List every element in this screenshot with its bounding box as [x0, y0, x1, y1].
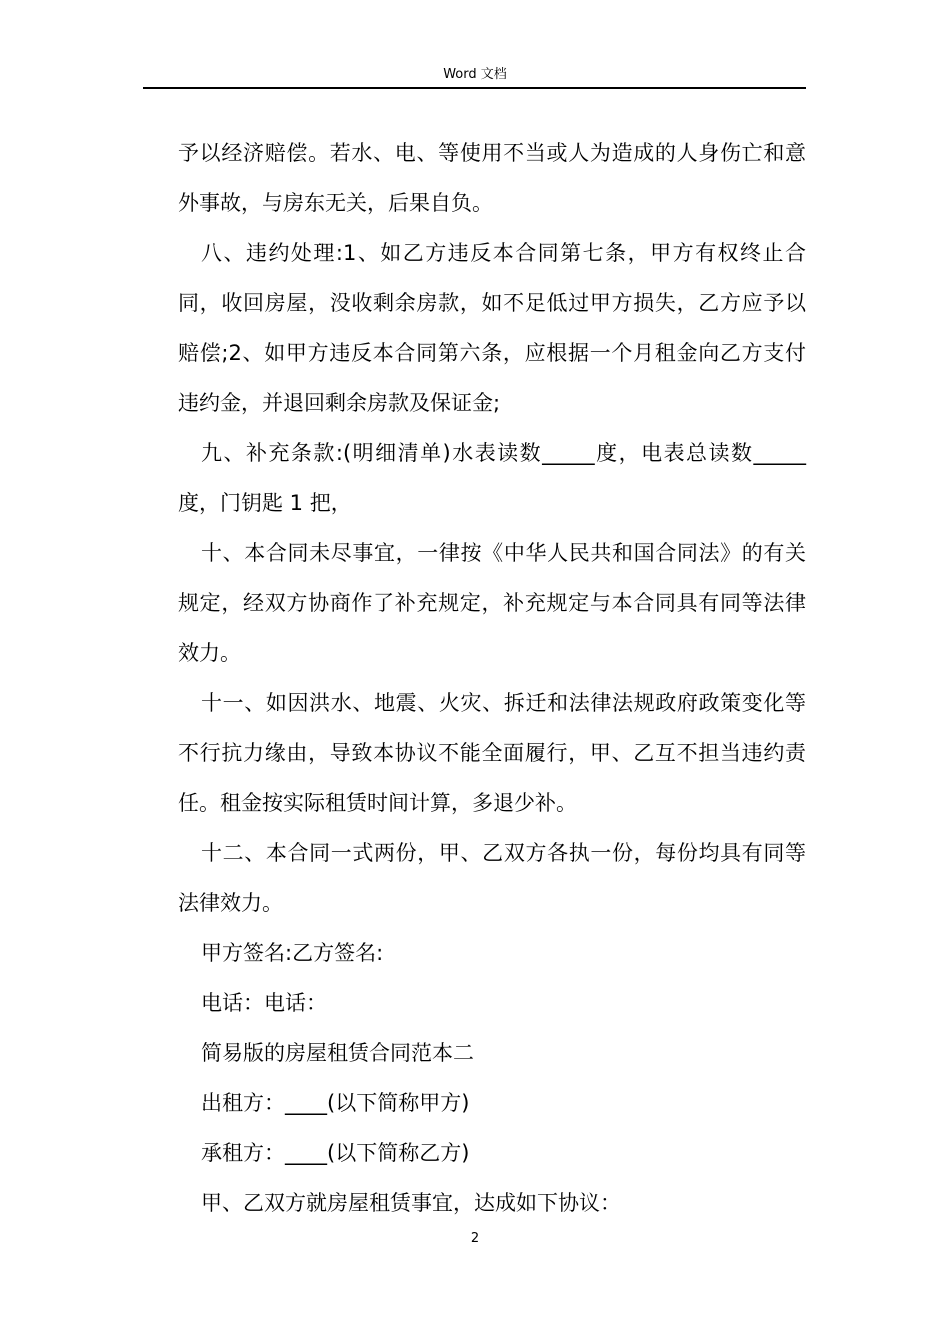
paragraph-compensation: 予以经济赔偿。若水、电、等使用不当或人为造成的人身伤亡和意外事故，与房东无关，后果自负。 — [178, 141, 806, 215]
header-divider — [143, 87, 806, 89]
document-body — [178, 128, 806, 1228]
paragraph-clause-8-breach: 八、违约处理:1、如乙方违反本合同第七条，甲方有权终止合同，收回房屋，没收剩余房款，如不足低过甲方损失，乙方应予以赔偿;2、如甲方违反本合同第六条，应根据一个月租金向乙方支付违约金，并退回剩余房款及保证金; — [178, 241, 806, 415]
document-header-title: Word 文档 — [443, 67, 507, 82]
signature-line: 甲方签名:乙方签名: — [201, 941, 384, 965]
lessee-line: 承租方：____(以下简称乙方) — [201, 1141, 470, 1165]
phone-line: 电话：电话： — [201, 991, 327, 1015]
page-number: 2 — [470, 1231, 480, 1246]
paragraph-clause-12-copies: 十二、本合同一式两份，甲、乙双方各执一份，每份均具有同等法律效力。 — [178, 841, 806, 915]
paragraph-clause-10-unresolved: 十、本合同未尽事宜，一律按《中华人民共和国合同法》的有关规定，经双方协商作了补充规定，补充规定与本合同具有同等法律效力。 — [178, 541, 806, 665]
agreement-intro-line: 甲、乙双方就房屋租赁事宜，达成如下协议： — [201, 1191, 621, 1215]
paragraph-clause-11-force-majeure: 十一、如因洪水、地震、火灾、拆迁和法律法规政府政策变化等不行抗力缘由，导致本协议不能全面履行，甲、乙互不担当违约责任。租金按实际租赁时间计算，多退少补。 — [178, 691, 806, 815]
section-title-sample-two: 简易版的房屋租赁合同范本二 — [201, 1041, 474, 1065]
paragraph-clause-9-supplement: 九、补充条款:(明细清单)水表读数_____度，电表总读数_____度，门钥匙 1 把， — [178, 441, 806, 515]
lessor-line: 出租方：____(以下简称甲方) — [201, 1091, 470, 1115]
